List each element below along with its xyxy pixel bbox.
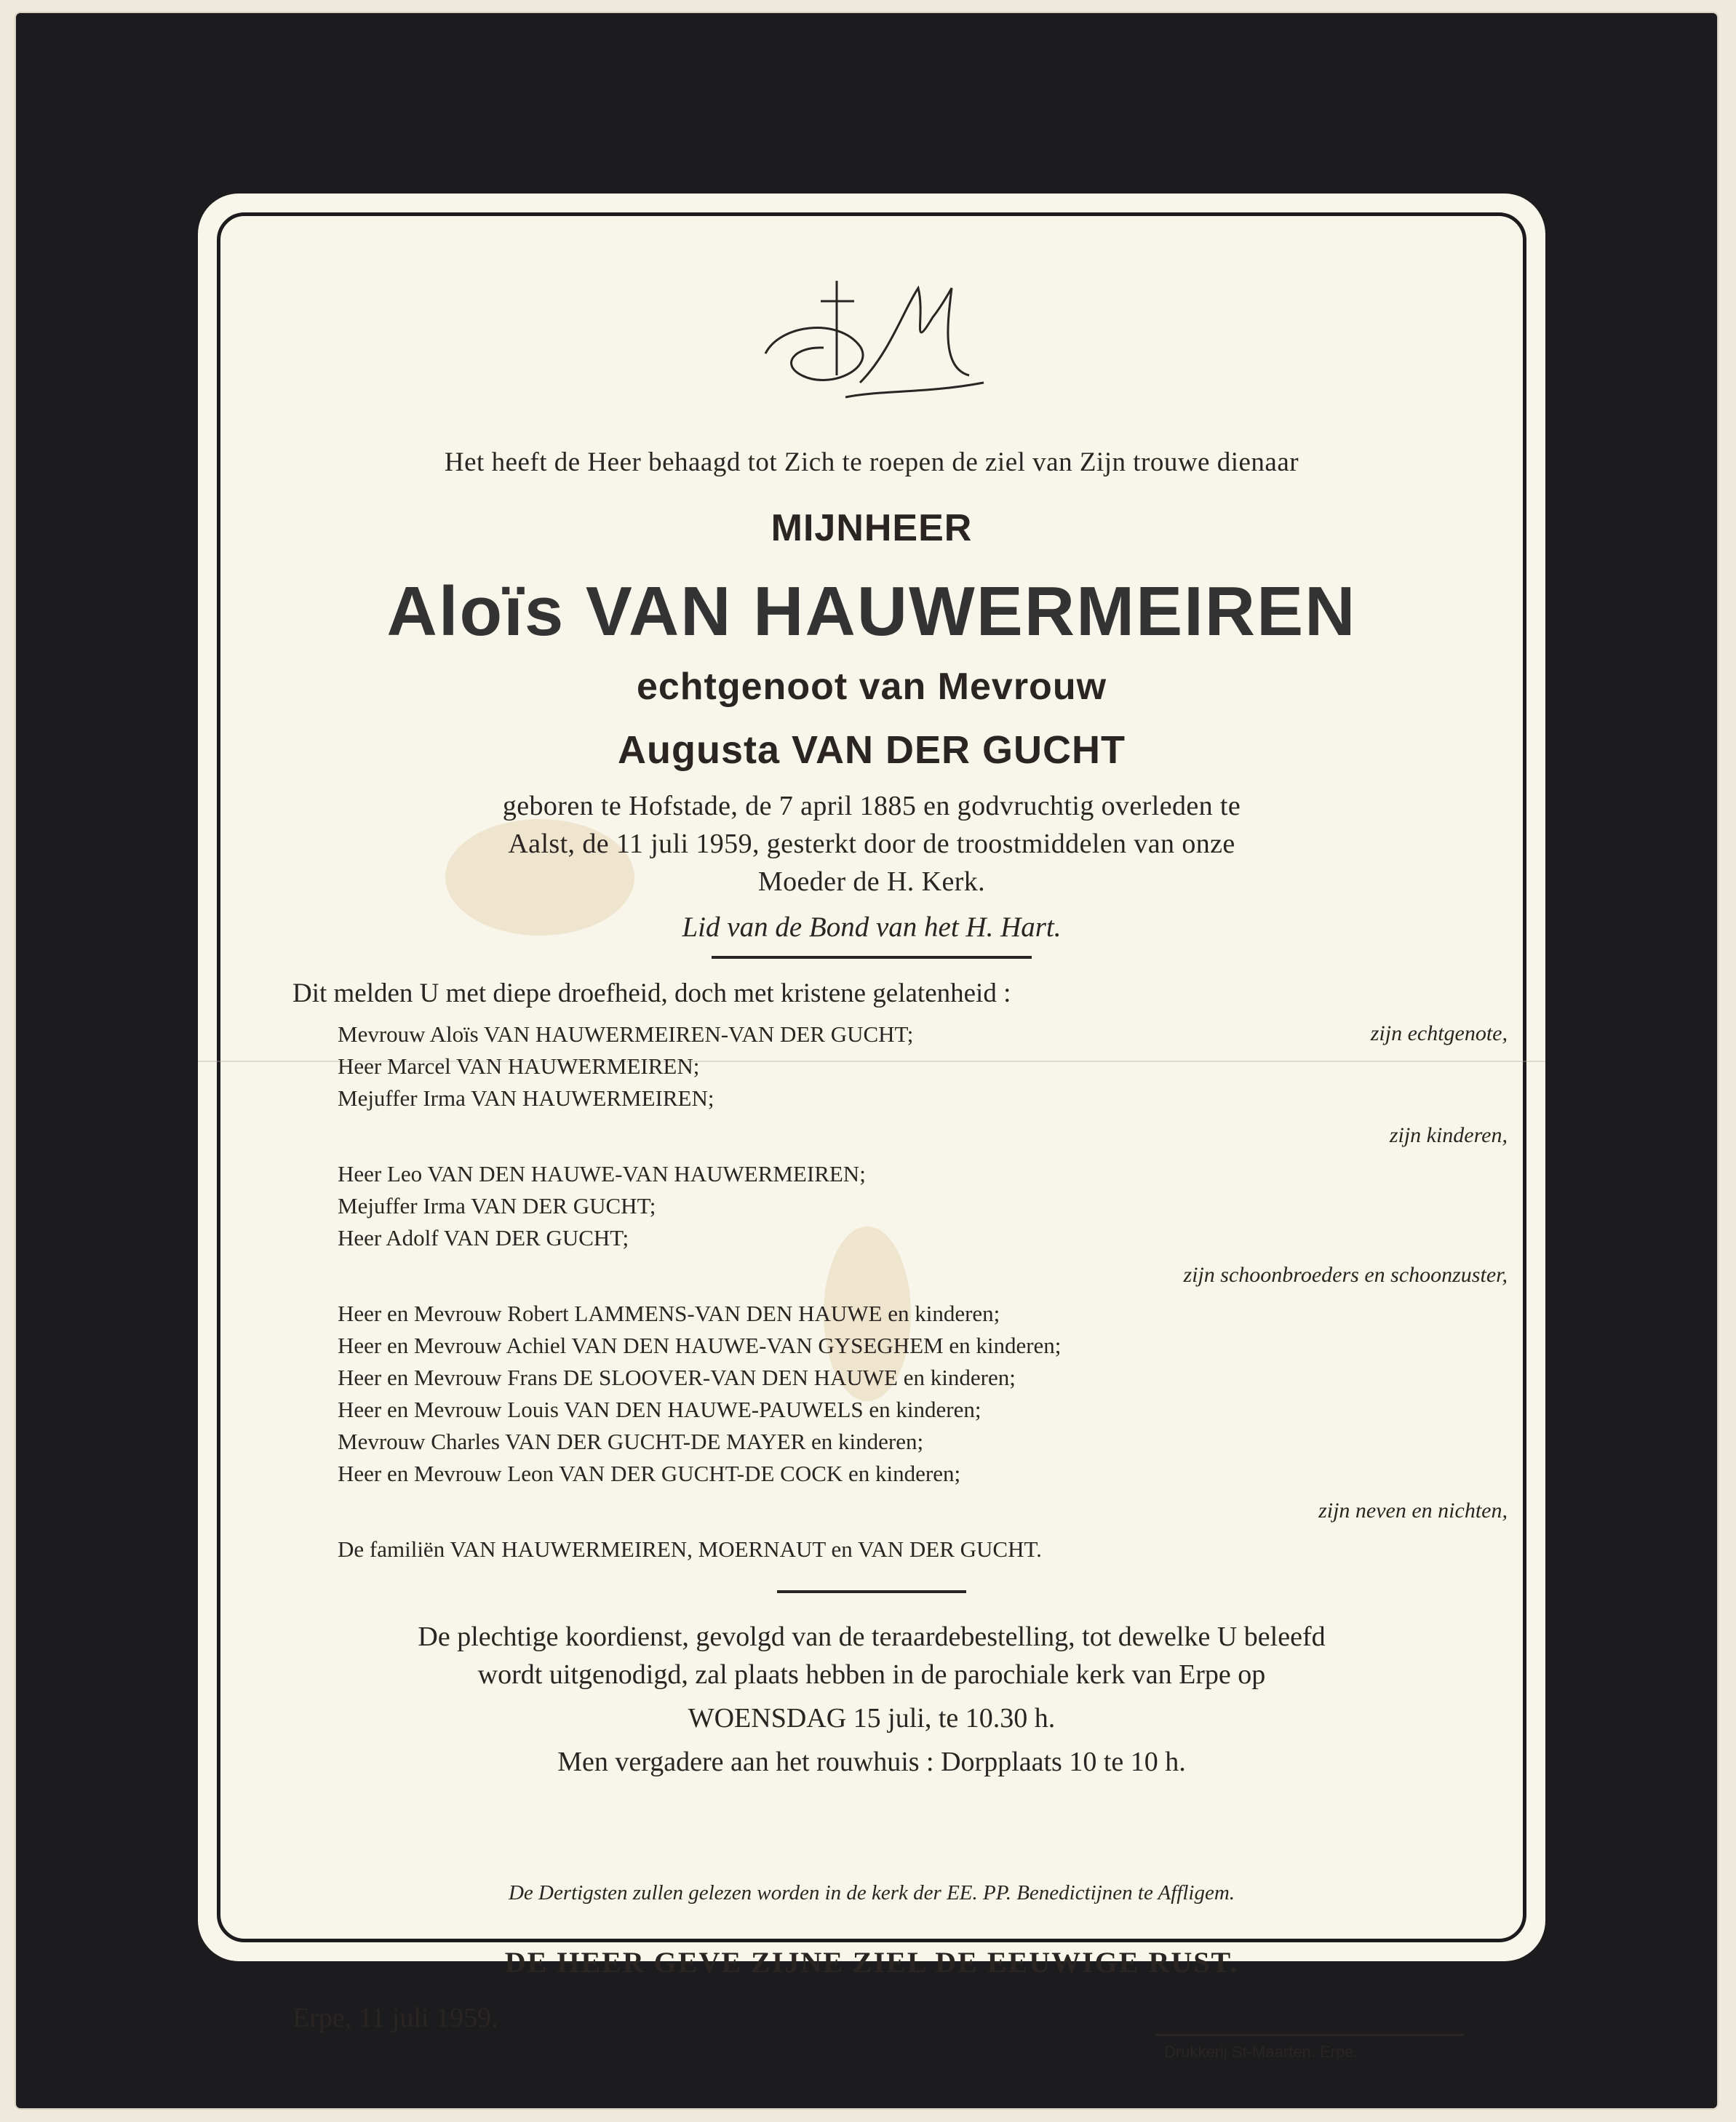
family-line: Heer Adolf VAN DER GUCHT; bbox=[338, 1225, 629, 1251]
place-date: Erpe, 11 juli 1959. bbox=[292, 2003, 498, 2033]
divider bbox=[777, 1590, 966, 1593]
family-line: De familiën VAN HAUWERMEIREN, MOERNAUT en VAN DER GUCHT. bbox=[338, 1536, 1042, 1562]
relation-label: zijn kinderen, bbox=[1389, 1123, 1508, 1147]
family-line: Heer en Mevrouw Leon VAN DER GUCHT-DE COCK en kinderen; bbox=[338, 1461, 961, 1486]
intro-text: Het heeft de Heer behaagd tot Zich te roepen de ziel van Zijn trouwe dienaar bbox=[444, 447, 1299, 477]
membership: Lid van de Bond van het H. Hart. bbox=[682, 912, 1062, 943]
mourning-card bbox=[16, 13, 1717, 2108]
spouse-label: echtgenoot van Mevrouw bbox=[636, 666, 1107, 708]
honorific: MIJNHEER bbox=[771, 507, 973, 549]
masses-note: De Dertigsten zullen gelezen worden in de kerk der EE. PP. Benedictijnen te Affligem. bbox=[508, 1881, 1235, 1904]
family-line: Heer en Mevrouw Robert LAMMENS-VAN DEN HAUWE en kinderen; bbox=[338, 1301, 1000, 1326]
family-line: Heer en Mevrouw Achiel VAN DEN HAUWE-VAN GYSEGHEM en kinderen; bbox=[338, 1333, 1062, 1358]
family-line: Mevrouw Charles VAN DER GUCHT-DE MAYER en kinderen; bbox=[338, 1429, 924, 1454]
printer-credit: Drukkerij St-Maarten. Erpe. bbox=[1164, 2043, 1358, 2061]
relation-label: zijn neven en nichten, bbox=[1318, 1499, 1508, 1523]
family-line: Heer Marcel VAN HAUWERMEIREN; bbox=[338, 1053, 700, 1079]
bio-line: geboren te Hofstade, de 7 april 1885 en godvruchtig overleden te bbox=[502, 791, 1241, 821]
relation-label: zijn schoonbroeders en schoonzuster, bbox=[1183, 1263, 1508, 1287]
funeral-line: WOENSDAG 15 juli, te 10.30 h. bbox=[688, 1703, 1056, 1734]
printer-rule bbox=[1155, 2034, 1464, 2036]
family-line: Mejuffer Irma VAN DER GUCHT; bbox=[338, 1193, 656, 1218]
closing-prayer: DE HEER GEVE ZIJNE ZIEL DE EEUWIGE RUST. bbox=[504, 1946, 1239, 1979]
cross-monogram-icon bbox=[751, 266, 998, 412]
funeral-line: De plechtige koordienst, gevolgd van de teraardebestelling, tot dewelke U beleefd bbox=[418, 1622, 1326, 1652]
funeral-line: wordt uitgenodigd, zal plaats hebben in de parochiale kerk van Erpe op bbox=[477, 1659, 1266, 1690]
family-line: Heer en Mevrouw Frans DE SLOOVER-VAN DEN HAUWE en kinderen; bbox=[338, 1365, 1016, 1390]
family-line: Mevrouw Aloïs VAN HAUWERMEIREN-VAN DER GUCHT; bbox=[338, 1021, 914, 1047]
spouse-name: Augusta VAN DER GUCHT bbox=[617, 728, 1126, 772]
family-line: Mejuffer Irma VAN HAUWERMEIREN; bbox=[338, 1085, 714, 1111]
family-line: Heer Leo VAN DEN HAUWE-VAN HAUWERMEIREN; bbox=[338, 1161, 866, 1186]
relation-label: zijn echtgenote, bbox=[1370, 1021, 1508, 1045]
bio-line: Aalst, de 11 juli 1959, gesterkt door de troostmiddelen van onze bbox=[508, 829, 1235, 859]
deceased-name: Aloïs VAN HAUWERMEIREN bbox=[386, 573, 1357, 650]
funeral-line: Men vergadere aan het rouwhuis : Dorpplaats 10 te 10 h. bbox=[557, 1747, 1186, 1777]
family-line: Heer en Mevrouw Louis VAN DEN HAUWE-PAUWELS en kinderen; bbox=[338, 1397, 982, 1422]
divider bbox=[712, 956, 1032, 959]
notice-text: Dit melden U met diepe droefheid, doch met kristene gelatenheid : bbox=[292, 978, 1011, 1008]
text-panel bbox=[198, 194, 1545, 2061]
bio-line: Moeder de H. Kerk. bbox=[757, 866, 986, 897]
